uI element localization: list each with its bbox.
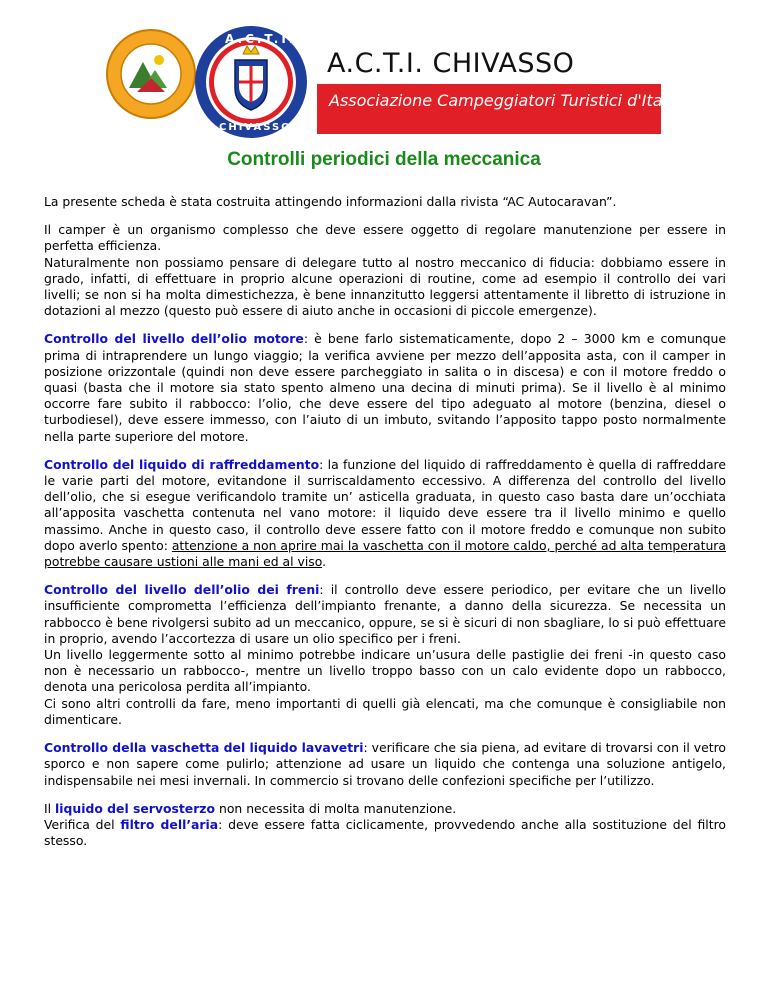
org-name: A.C.T.I. CHIVASSO xyxy=(327,48,575,79)
freni-text: : il controllo deve essere periodico, per evitare che un livello insufficiente comprometta l’efficienza dell’impianto frenante, a danno della sicurezza. Se necessita un rabbocco è bene rivolgersi subito ad un meccanico, oppure, se si è sicuri di non sbagliare, lo si può effettuare in proprio, avendo l’accortezza di usare un olio specifico per i freni. xyxy=(44,582,727,646)
raffreddamento-warning: attenzione a non aprire mai la vaschetta con il motore caldo, perché ad alta temperatura potrebbe causare ustioni alle mani ed al viso xyxy=(44,537,726,570)
freni-line-3: Ci sono altri controlli da fare, meno importanti di quelli già elencati, ma che comunque è consigliabile non dimenticare. xyxy=(44,695,726,727)
freni-heading: Controllo del livello dell’olio dei freni xyxy=(44,582,320,598)
page-title: Controlli periodici della meccanica xyxy=(227,149,541,170)
servo-heading: liquido del servosterzo xyxy=(55,800,216,816)
lavavetri-heading: Controllo della vaschetta del liquido lavavetri xyxy=(44,740,364,756)
olio-motore-text: : è bene farlo sistematicamente, dopo 2 – 3000 km e comunque prima di intraprendere un lungo viaggio; la verifica avviene per mezzo dell’apposita asta, con il camper in posizione orizzontale (quindi non deve essere parcheggiato in salita o in discesa) e con il motore freddo o quasi (basta che il motore sia stato spento almeno una decina di minuti prima). Se il livello è al minimo occorre fare subito il rabbocco: l’olio, che deve essere del tipo adeguato al motore (benzina, diesel o turbodiesel), deve essere immesso, con l’aiuto di un imbuto, svitando l’apposito tappo posto normalmente nella parte superiore del motore. xyxy=(44,331,726,444)
intro-paragraph: La presente scheda è stata costruita attingendo informazioni dalla rivista “AC Autocaravan”. xyxy=(44,194,617,209)
filtro-heading: filtro dell’aria xyxy=(120,816,219,832)
lavavetri-text: : verificare che sia piena, ad evitare di trovarsi con il vetro sporco e non sapere come pulirlo; attenzione ad usare un liquido che contenga una soluzione antigelo, indispensabile nei mesi invernali. In commercio si trovano delle confezioni specifiche per l’utilizzo. xyxy=(44,740,726,788)
freni-paragraph xyxy=(44,582,726,728)
acti-logo xyxy=(103,22,313,140)
document-header xyxy=(0,0,768,140)
org-subtitle: Associazione Campeggiatori Turistici d'Italia xyxy=(329,91,682,110)
logo-badge-bottom: CHIVASSO xyxy=(219,122,292,133)
raffreddamento-heading: Controllo del liquido di raffreddamento xyxy=(44,456,320,472)
logo-badge-top: A.C.T.I. xyxy=(225,32,297,46)
camper-line-2: Naturalmente non possiamo pensare di delegare tutto al nostro meccanico di fiducia: dobbiamo essere in grado, infatti, di effettuare in proprio alcune operazioni di routine, come ad esempio il controllo dei vari livelli; se non si ha molta dimestichezza, è bene innanzitutto leggersi attentamente il libretto di istruzione in dotazioni al mezzo (questo può essere di aiuto anche in occasioni di piccole emergenze). xyxy=(44,254,726,319)
servo-pre: Il xyxy=(44,800,56,816)
servo-filtro-paragraph xyxy=(44,801,726,850)
org-subtitle-band xyxy=(317,84,682,134)
servo-text: non necessita di molta manutenzione. xyxy=(215,800,457,816)
olio-motore-paragraph xyxy=(44,331,726,444)
raffreddamento-end: . xyxy=(322,554,327,570)
olio-motore-heading: Controllo del livello dell’olio motore xyxy=(44,331,304,347)
raffreddamento-paragraph xyxy=(44,457,726,570)
raffreddamento-text: : la funzione del liquido di raffreddamento è quella di raffreddare le varie parti del motore, evitandone il surriscaldamento eccessivo. A differenza del controllo del livello dell’olio, che si esegue verificandolo tramite un’ asticella graduata, in questo caso basta dare un’occhiata all’apposita vaschetta contenuta nel vano motore: il liquido deve essere tra il livello minimo e quello massimo. Anche in questo caso, il controllo deve essere fatto con il motore freddo e comunque non subito dopo averlo spento: xyxy=(44,456,726,553)
document-body xyxy=(44,194,726,861)
freni-line-2: Un livello leggermente sotto al minimo potrebbe indicare un’usura delle pastiglie dei freni -in questo caso non è necessario un rabbocco-, mentre un livello troppo basso con un calo evidente dopo un rabbocco, denota una pericolosa perdita all’impianto. xyxy=(44,647,726,695)
filtro-text: : deve essere fatta ciclicamente, provvedendo anche alla sostituzione del filtro stesso. xyxy=(44,816,726,849)
filtro-pre: Verifica del xyxy=(44,816,121,832)
camper-line-1: Il camper è un organismo complesso che deve essere oggetto di regolare manutenzione per essere in perfetta efficienza. xyxy=(44,222,726,254)
lavavetri-paragraph xyxy=(44,740,726,789)
camper-paragraph xyxy=(44,222,726,319)
